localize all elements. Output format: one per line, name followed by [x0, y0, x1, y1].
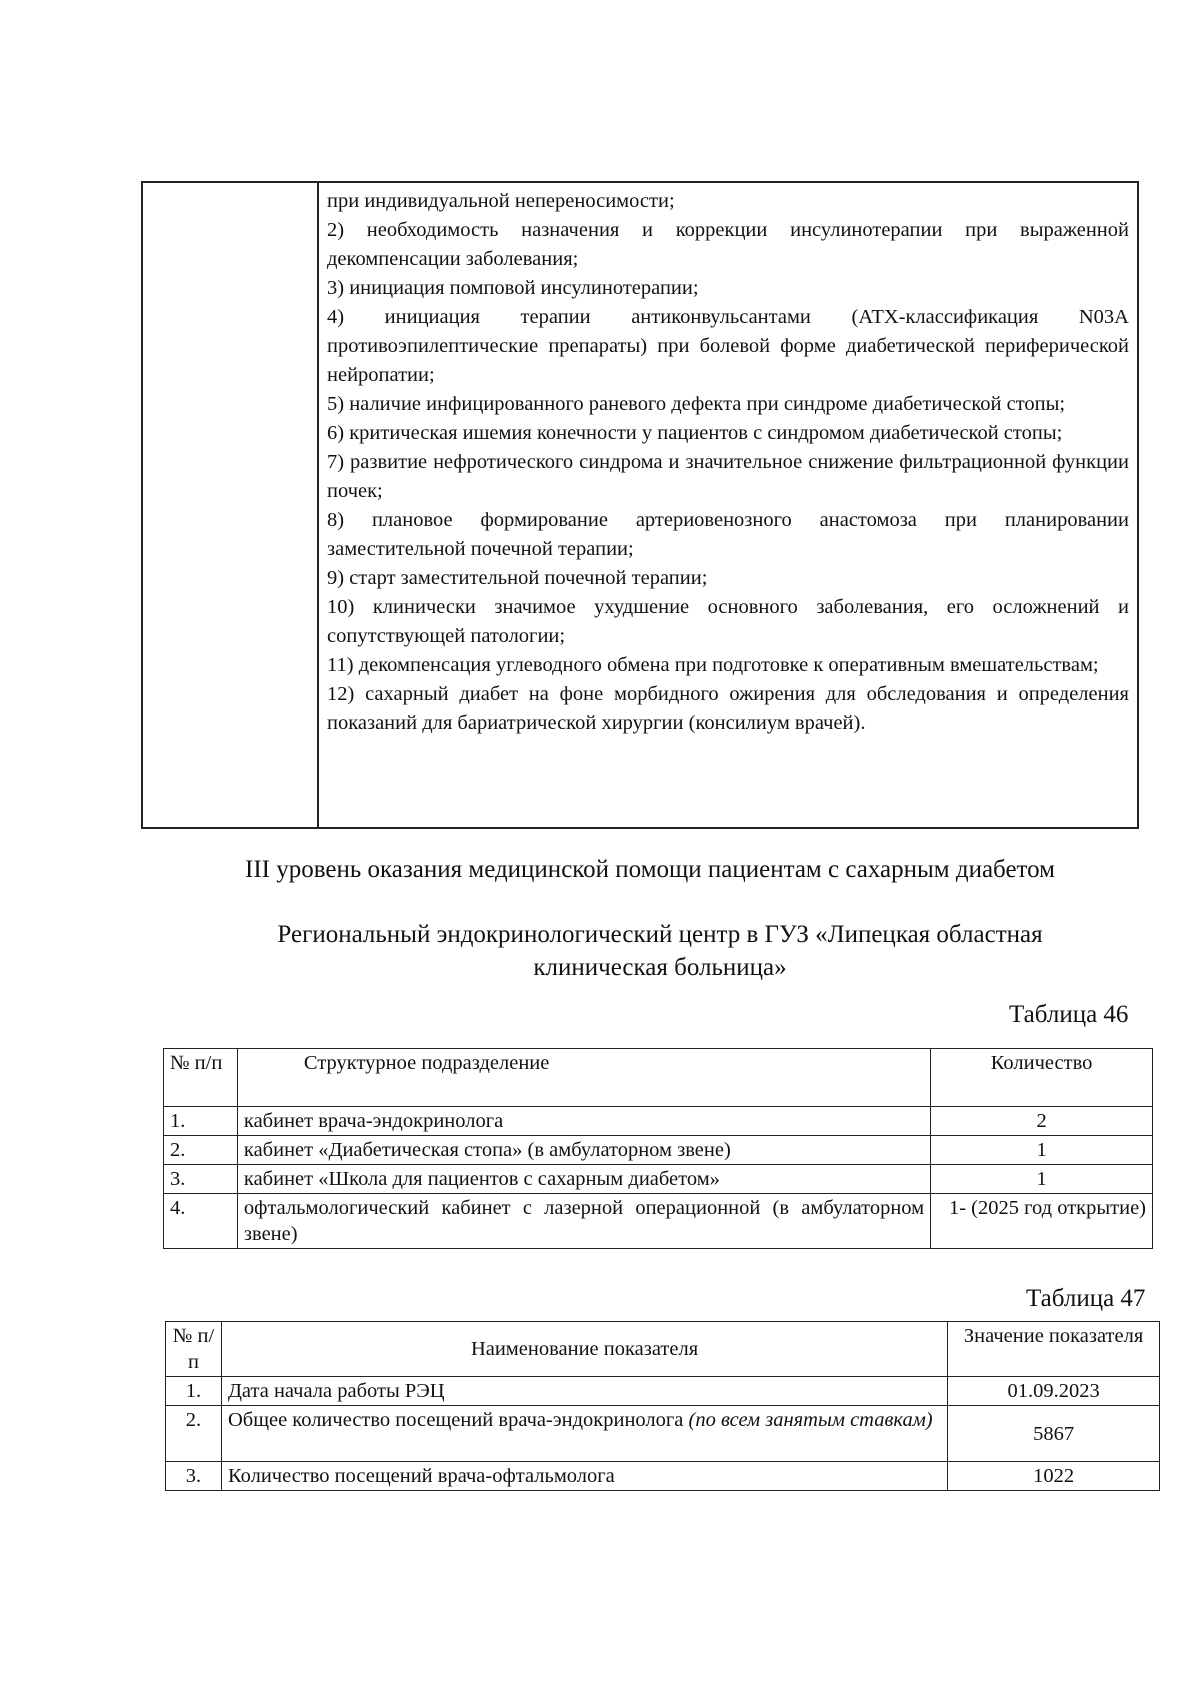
table46-row-qty: 1: [931, 1136, 1153, 1165]
table-row: [164, 1107, 1153, 1136]
indication-item: 5) наличие инфицированного раневого дефекта при синдроме диабетической стопы;: [327, 393, 1066, 415]
table46-row-qty: 1- (2025 год открытие): [931, 1194, 1153, 1249]
indication-item: 4) инициация терапии антиконвульсантами (АТХ-классификация N03A противоэпилептические препараты) при болевой форме диабетической периферической нейропатии;: [327, 306, 1129, 386]
table46-row-name: кабинет «Диабетическая стопа» (в амбулаторном звене): [237, 1136, 930, 1165]
table46-header-num: № п/п: [164, 1049, 238, 1107]
indication-item: 12) сахарный диабет на фоне морбидного ожирения для обследования и определения показаний для бариатрической хирургии (консилиум врачей).: [327, 683, 1129, 734]
table47: [165, 1321, 1160, 1491]
table46-row-name: офтальмологический кабинет с лазерной операционной (в амбулаторном звене): [237, 1194, 930, 1249]
section-title: III уровень оказания медицинской помощи пациентам с сахарным диабетом: [245, 856, 1055, 883]
table46: [163, 1048, 1153, 1249]
table-row: [164, 1136, 1153, 1165]
table-row: [164, 1165, 1153, 1194]
indication-item: 2) необходимость назначения и коррекции инсулинотерапии при выраженной декомпенсации заболевания;: [327, 219, 1129, 270]
indication-item: при индивидуальной непереносимости;: [327, 190, 675, 212]
table47-header-num: № п/п: [166, 1322, 222, 1377]
table46-row-qty: 2: [931, 1107, 1153, 1136]
table-row: [166, 1406, 1160, 1462]
indication-item: 11) декомпенсация углеводного обмена при подготовке к оперативным вмешательствам;: [327, 654, 1099, 676]
table46-row-num: 1.: [164, 1107, 238, 1136]
continuation-text-cell: [318, 182, 1138, 828]
indication-item: 7) развитие нефротического синдрома и значительное снижение фильтрационной функции почек;: [327, 451, 1129, 502]
table47-row-value: 1022: [948, 1462, 1160, 1491]
table46-caption: Таблица 46: [1009, 1001, 1129, 1028]
continuation-empty-cell: [142, 182, 318, 828]
table46-row-name: кабинет врача-эндокринолога: [237, 1107, 930, 1136]
table47-header-name: Наименование показателя: [221, 1322, 947, 1377]
table46-row-num: 3.: [164, 1165, 238, 1194]
table47-row-name: Общее количество посещений врача-эндокринолога: [227, 1409, 684, 1431]
table-row: [166, 1462, 1160, 1491]
table47-row-name-cell: [221, 1406, 947, 1462]
indication-item: 8) плановое формирование артериовенозного анастомоза при планировании заместительной почечной терапии;: [327, 509, 1129, 560]
table46-header-qty: Количество: [931, 1049, 1153, 1107]
table47-row-name: Дата начала работы РЭЦ: [221, 1377, 947, 1406]
table47-row-value: 01.09.2023: [948, 1377, 1160, 1406]
table47-row-num: 1.: [166, 1377, 222, 1406]
indication-item: 3) инициация помповой инсулинотерапии;: [327, 277, 699, 299]
table47-caption: Таблица 47: [1026, 1285, 1146, 1312]
table47-header-value: Значение показателя: [948, 1322, 1160, 1377]
table47-row-num: 2.: [166, 1406, 222, 1462]
table46-row-name: кабинет «Школа для пациентов с сахарным диабетом»: [237, 1165, 930, 1194]
table-row: [164, 1194, 1153, 1249]
center-title: Региональный эндокринологический центр в ГУЗ «Липецкая областная клиническая больница»: [277, 921, 1043, 981]
indication-item: 10) клинически значимое ухудшение основного заболевания, его осложнений и сопутствующей патологии;: [327, 596, 1129, 647]
table47-row-name: Количество посещений врача-офтальмолога: [221, 1462, 947, 1491]
table47-row-num: 3.: [166, 1462, 222, 1491]
table46-row-num: 2.: [164, 1136, 238, 1165]
indication-item: 6) критическая ишемия конечности у пациентов с синдромом диабетической стопы;: [327, 422, 1063, 444]
table47-row-name-note: (по всем занятым ставкам): [688, 1409, 933, 1431]
table47-row-value: 5867: [948, 1406, 1160, 1462]
table46-row-num: 4.: [164, 1194, 238, 1249]
table-row: [166, 1377, 1160, 1406]
table46-row-qty: 1: [931, 1165, 1153, 1194]
table46-header-name: Структурное подразделение: [237, 1049, 930, 1107]
continuation-table: [141, 181, 1139, 829]
indication-item: 9) старт заместительной почечной терапии;: [327, 567, 708, 589]
